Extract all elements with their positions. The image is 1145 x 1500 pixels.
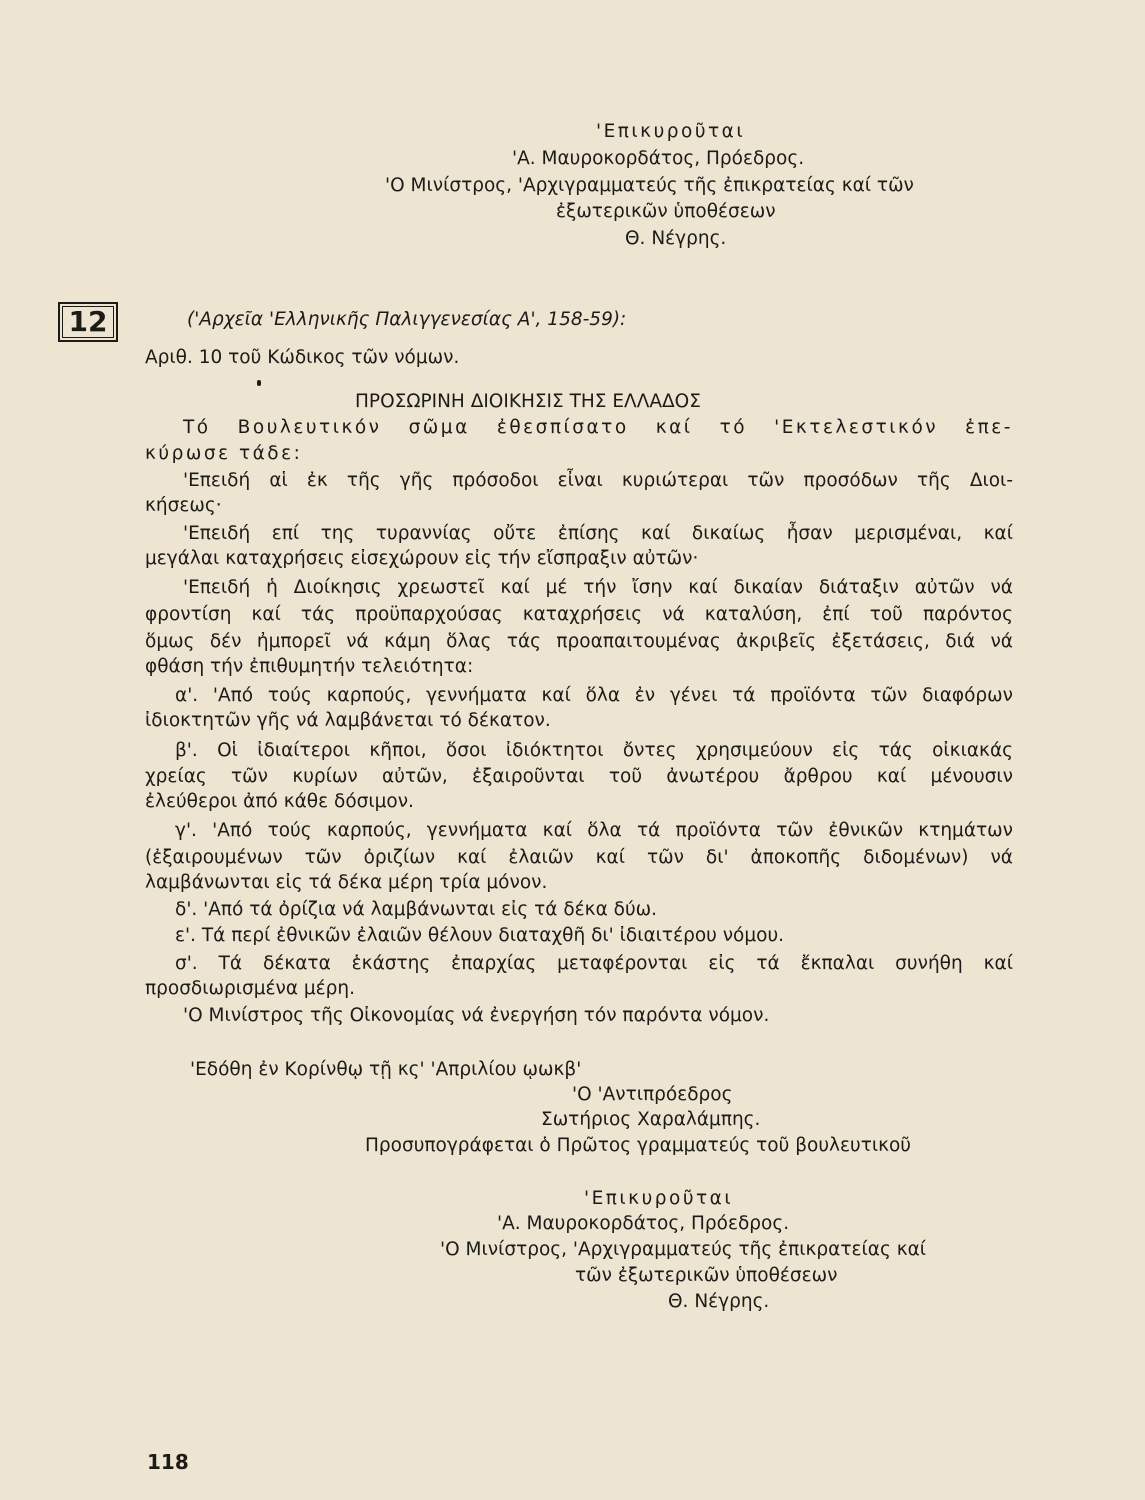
body-line-10: φθάση τήν ἐπιθυμητήν τελειότητα:	[145, 656, 474, 677]
issued-line: 'Εδόθη ἐν Κορίνθῳ τῇ κς' 'Απριλίου ῳωκβ'	[190, 1059, 582, 1080]
body-line-13: β'. Οἱ ἰδιαίτεροι κῆποι, ὅσοι ἰδιόκτητοι ὄντες χρησιμεύουν εἰς τάς οἰκιακάς	[175, 740, 1013, 761]
top-minister-line-2: ἐξωτερικῶν ὑποθέσεων	[556, 201, 776, 222]
body-line-17: (ἐξαιρουμένων τῶν ὀριζίων καί ἐλαιῶν καί τῶν δι' ἀποκοπῆς διδομένων) νά	[145, 847, 1013, 868]
body-line-20: ε'. Τά περί ἐθνικῶν ἐλαιῶν θέλουν διαταχθῆ δι' ἰδιαιτέρου νόμου.	[175, 925, 785, 946]
page-number: 118	[147, 1450, 189, 1474]
body-line-23: 'Ο Μινίστρος τῆς Οἰκονομίας νά ἐνεργήση τόν παρόντα νόμον.	[183, 1005, 770, 1026]
vice-president-title: 'Ο 'Αντιπρόεδρος	[572, 1084, 733, 1105]
document-heading: ΠΡΟΣΩΡΙΝΗ ΔΙΟΙΚΗΣΙΣ ΤΗΣ ΕΛΛΑΔΟΣ	[355, 391, 701, 412]
body-line-5: 'Επειδή επί της τυραννίας οὔτε ἐπίσης καί δικαίως ἦσαν μερισμέναι, καί	[183, 523, 1013, 544]
body-line-14: χρείας τῶν κυρίων αὐτῶν, ἐξαιροῦνται τοῦ ἀνωτέρου ἄρθρου καί μένουσιν	[145, 766, 1013, 787]
vice-president-name: Σωτήριος Χαραλάμπης.	[541, 1109, 761, 1130]
body-line-18: λαμβάνωνται εἰς τά δέκα μέρη τρία μόνον.	[145, 872, 548, 893]
body-line-22: προσδιωρισμένα μέρη.	[145, 978, 356, 999]
body-line-7: 'Επειδή ἡ Διοίκησις χρεωστεῖ καί μέ τήν ἴσην καί δικαίαν διάταξιν αὐτῶν νά	[183, 577, 1013, 598]
top-minister-line-1: 'Ο Μινίστρος, 'Αρχιγραμματεύς τῆς ἐπικρατείας καί τῶν	[385, 175, 914, 196]
bottom-president-line: 'Α. Μαυροκορδάτος, Πρόεδρος.	[497, 1213, 790, 1234]
body-line-6: μεγάλαι καταχρήσεις εἰσεχώρουν εἰς τήν εἴσπραξιν αὐτῶν·	[145, 548, 699, 569]
body-line-3: 'Επειδή αἱ ἐκ τῆς γῆς πρόσοδοι εἶναι κυριώτεραι τῶν προσόδων τῆς Διοι-	[183, 470, 1013, 491]
body-line-19: δ'. 'Από τά ὀρίζια νά λαμβάνωνται εἰς τά δέκα δύω.	[175, 899, 658, 920]
document-number-box: 12	[58, 302, 118, 342]
body-line-4: κήσεως·	[145, 495, 222, 516]
countersign-line: Προσυπογράφεται ὁ Πρῶτος γραμματεύς τοῦ βουλευτικοῦ	[365, 1135, 912, 1156]
bottom-minister-line-2: τῶν ἐξωτερικῶν ὑποθέσεων	[575, 1265, 838, 1286]
law-number: Αριθ. 10 τοῦ Κώδικος τῶν νόμων.	[145, 347, 460, 368]
body-line-8: φροντίση καί τάς προϋπαρχούσας καταχρήσεις νά καταλύση, ἐπί τοῦ παρόντος	[145, 604, 1013, 625]
body-line-21: σ'. Τά δέκατα ἑκάστης ἐπαρχίας μεταφέρονται εἰς τά ἔκπαλαι συνήθη καί	[175, 953, 1013, 974]
bottom-ratified-line: 'Επικυροῦται	[584, 1188, 734, 1209]
body-line-11: α'. 'Από τούς καρπούς, γεννήματα καί ὅλα ἐν γένει τά προϊόντα τῶν διαφόρων	[175, 685, 1013, 706]
ink-mark	[257, 380, 261, 386]
top-ratified-line: 'Επικυροῦται	[596, 121, 746, 142]
body-line-12: ἰδιοκτητῶν γῆς νά λαμβάνεται τό δέκατον.	[145, 710, 551, 731]
top-signature-name: Θ. Νέγρης.	[625, 228, 727, 249]
body-line-9: ὅμως δέν ἠμπορεῖ νά κάμη ὅλας τάς προαπαιτουμένας ἀκριβεῖς ἐξετάσεις, διά νά	[145, 631, 1013, 652]
bottom-minister-line-1: 'Ο Μινίστρος, 'Αρχιγραμματεύς τῆς ἐπικρατείας καί	[440, 1239, 927, 1260]
top-president-line: 'Α. Μαυροκορδάτος, Πρόεδρος.	[512, 148, 805, 169]
body-line-2: κύρωσε τάδε:	[145, 443, 303, 464]
bottom-signature-name: Θ. Νέγρης.	[668, 1291, 770, 1312]
body-line-16: γ'. 'Από τούς καρπούς, γεννήματα καί ὅλα τά προϊόντα τῶν ἐθνικῶν κτημάτων	[175, 820, 1013, 841]
source-citation: ('Αρχεῖα 'Ελληνικῆς Παλιγγενεσίας Α', 158-59):	[187, 309, 627, 330]
body-line-15: ἐλεύθεροι ἀπό κάθε δόσιμον.	[145, 791, 414, 812]
body-line-1: Τό Βουλευτικόν σῶμα ἐθεσπίσατο καί τό 'Εκτελεστικόν ἐπε-	[183, 417, 1013, 438]
